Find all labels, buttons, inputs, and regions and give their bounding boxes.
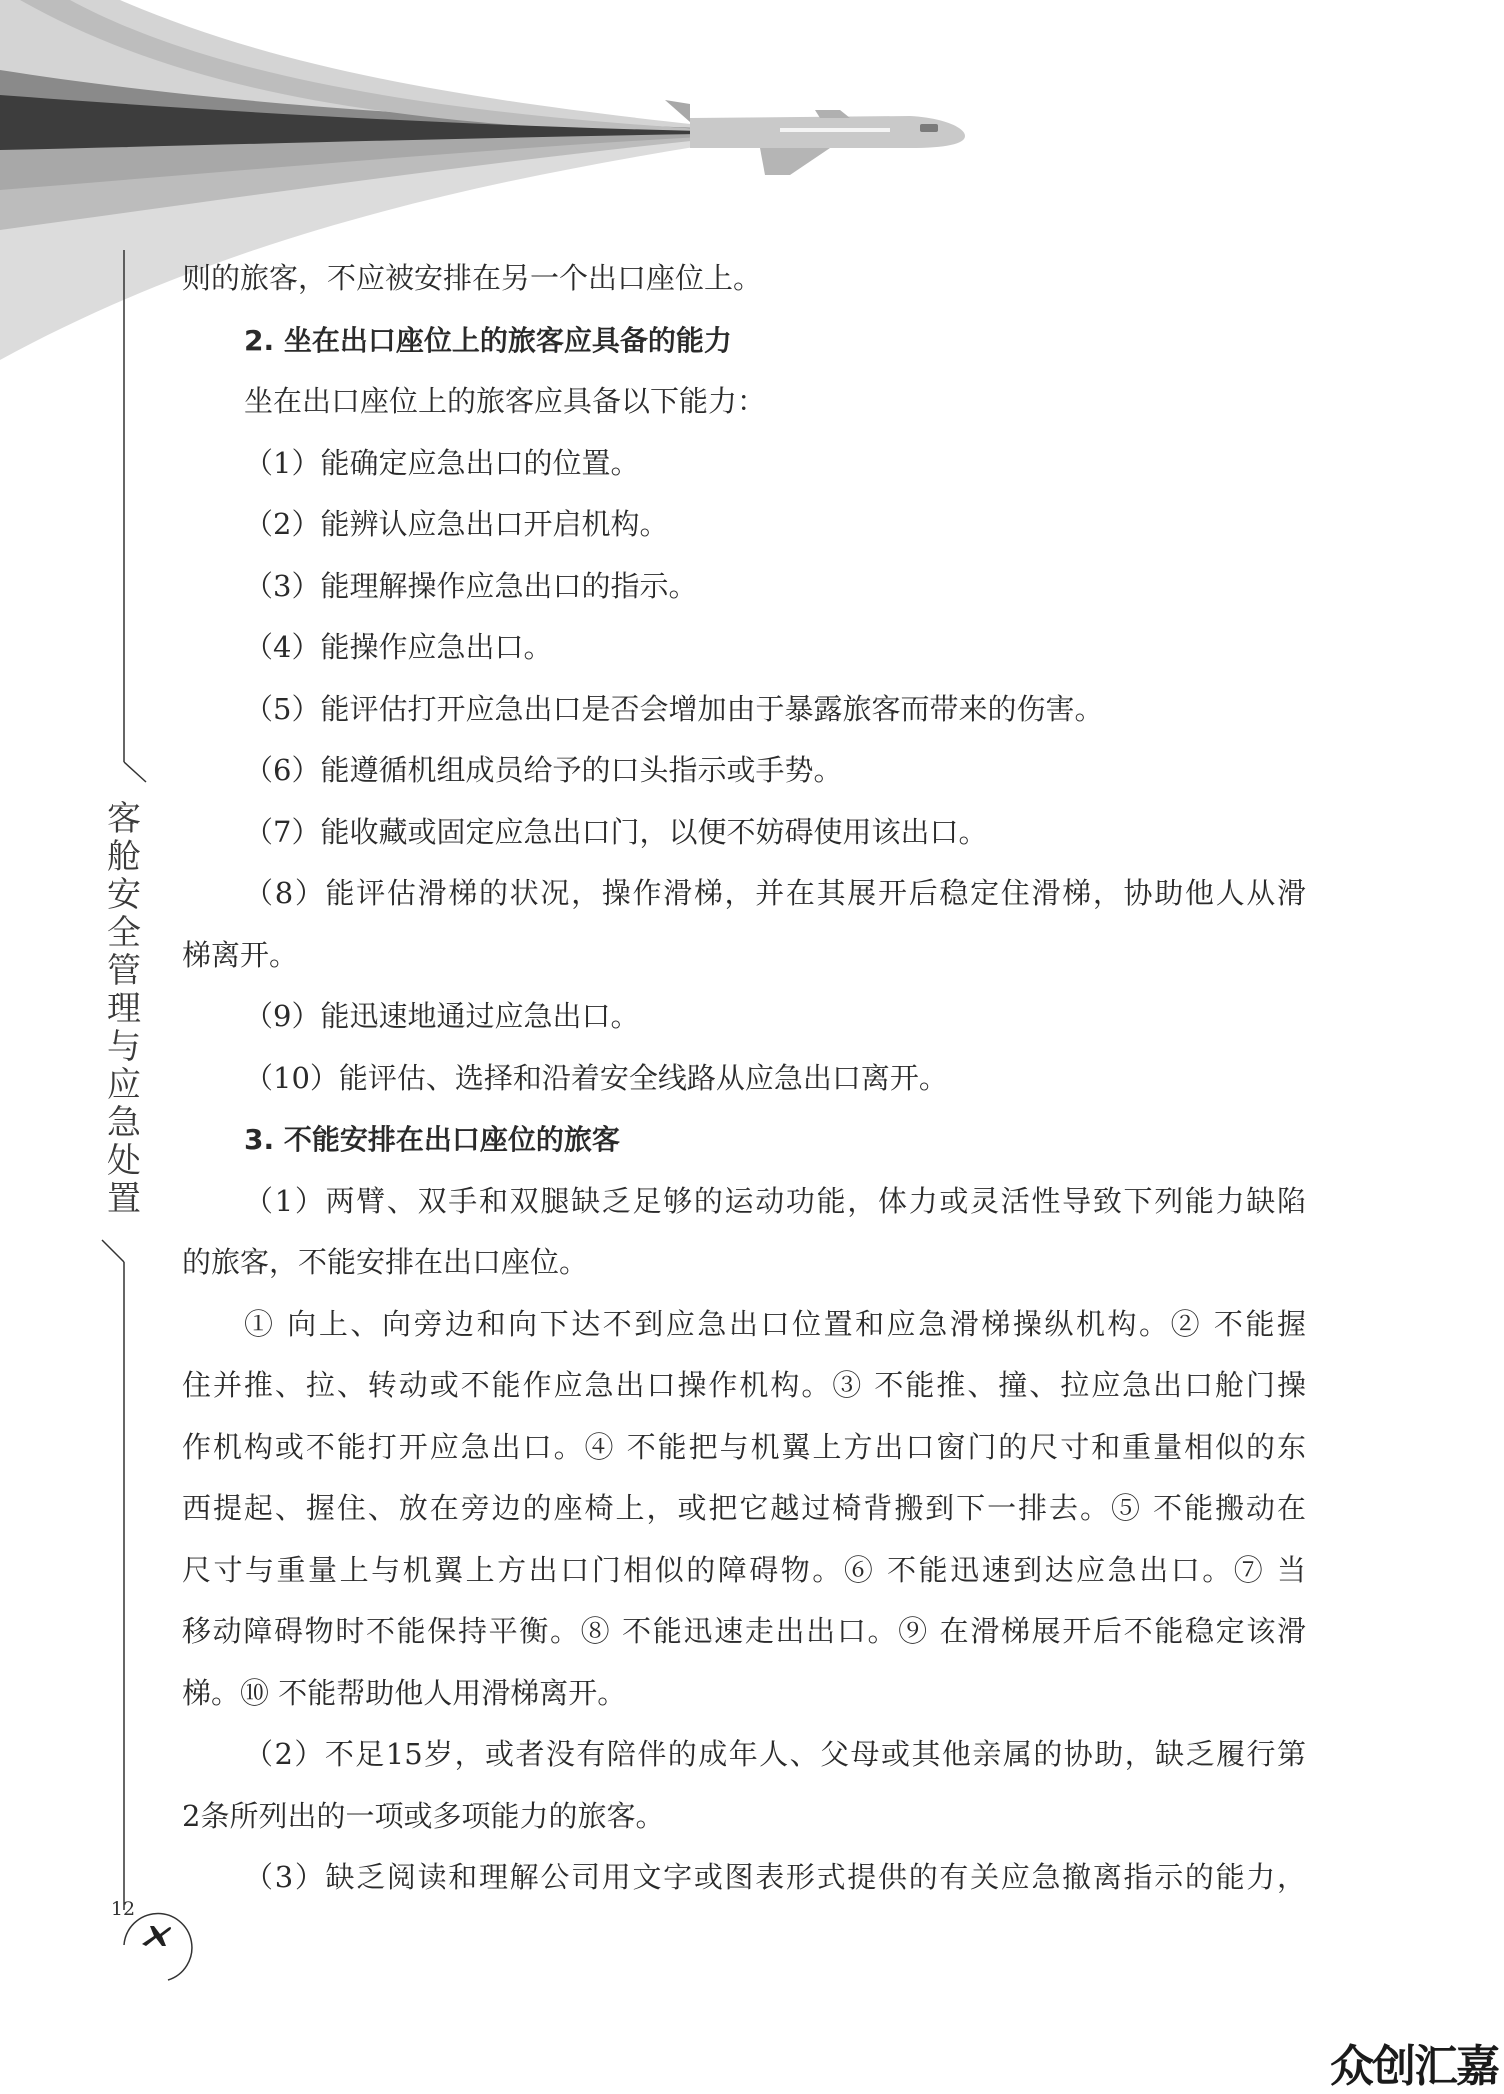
side-title-char: 管 — [107, 951, 141, 991]
list-item: （2）不足15岁，或者没有陪伴的成年人、父母或其他亲属的协助，缺乏履行第 — [244, 1737, 1306, 1771]
list-item: （6）能遵循机组成员给予的口头指示或手势。 — [244, 753, 843, 787]
side-title-char: 全 — [107, 913, 141, 953]
side-title-char: 处 — [107, 1141, 141, 1181]
section-heading: 3. 不能安排在出口座位的旅客 — [244, 1123, 620, 1156]
text-line: ① 向上、向旁边和向下达不到应急出口位置和应急滑梯操纵机构。② 不能握 — [244, 1306, 1306, 1341]
page-number: 12 — [110, 1898, 136, 1920]
text-line: 住并推、拉、转动或不能作应急出口操作机构。③ 不能推、撞、拉应急出口舱门操 — [182, 1368, 1306, 1402]
list-item: （7）能收藏或固定应急出口门，以便不妨碍使用该出口。 — [244, 814, 988, 849]
side-title-char: 与 — [107, 1027, 141, 1067]
list-item: （1）两臂、双手和双腿缺乏足够的运动功能，体力或灵活性导致下列能力缺陷 — [244, 1183, 1306, 1218]
watermark-logo-text: 众创汇嘉 — [1330, 2041, 1498, 2092]
airplane-icon — [665, 100, 965, 175]
body-text — [182, 248, 1306, 1909]
text-line: 移动障碍物时不能保持平衡。⑧ 不能迅速走出出口。⑨ 在滑梯展开后不能稳定该滑 — [182, 1614, 1306, 1648]
section-heading: 2. 坐在出口座位上的旅客应具备的能力 — [244, 323, 732, 357]
side-title-char: 客 — [107, 799, 141, 839]
text-line: 梯离开。 — [182, 937, 299, 972]
list-item: （8）能评估滑梯的状况，操作滑梯，并在其展开后稳定住滑梯，协助他人从滑 — [244, 876, 1306, 910]
side-title-char: 应 — [107, 1065, 141, 1105]
text-line: 2条所列出的一项或多项能力的旅客。 — [182, 1798, 665, 1833]
chapter-side-title — [102, 800, 146, 1218]
text-line: 梯。⑩ 不能帮助他人用滑梯离开。 — [182, 1675, 627, 1710]
list-item: （10）能评估、选择和沿着安全线路从应急出口离开。 — [244, 1060, 948, 1095]
text-line: 西提起、握住、放在旁边的座椅上，或把它越过椅背搬到下一排去。⑤ 不能搬动在 — [182, 1491, 1306, 1525]
side-title-char: 舱 — [107, 837, 141, 877]
list-item: （3）能理解操作应急出口的指示。 — [244, 568, 698, 603]
side-title-char: 安 — [107, 875, 141, 915]
side-title-char: 急 — [107, 1103, 141, 1143]
list-item: （1）能确定应急出口的位置。 — [244, 445, 640, 480]
text-line: 则的旅客，不应被安排在另一个出口座位上。 — [182, 261, 763, 295]
text-line: 坐在出口座位上的旅客应具备以下能力： — [244, 384, 767, 418]
list-item: （2）能辨认应急出口开启机构。 — [244, 507, 669, 541]
list-item: （4）能操作应急出口。 — [244, 630, 553, 664]
text-line: 尺寸与重量上与机翼上方出口门相似的障碍物。⑥ 不能迅速到达应急出口。⑦ 当 — [182, 1552, 1306, 1587]
side-title-char: 置 — [107, 1179, 141, 1219]
list-item: （5）能评估打开应急出口是否会增加由于暴露旅客而带来的伤害。 — [244, 691, 1104, 726]
small-airplane-icon — [140, 1918, 172, 1950]
side-margin-rule — [0, 0, 200, 2000]
list-item: （9）能迅速地通过应急出口。 — [244, 999, 640, 1033]
list-item: （3）缺乏阅读和理解公司用文字或图表形式提供的有关应急撤离指示的能力， — [244, 1860, 1306, 1894]
text-line: 作机构或不能打开应急出口。④ 不能把与机翼上方出口窗门的尺寸和重量相似的东 — [182, 1429, 1306, 1464]
side-title-char: 理 — [107, 989, 141, 1029]
text-line: 的旅客，不能安排在出口座位。 — [182, 1245, 589, 1279]
